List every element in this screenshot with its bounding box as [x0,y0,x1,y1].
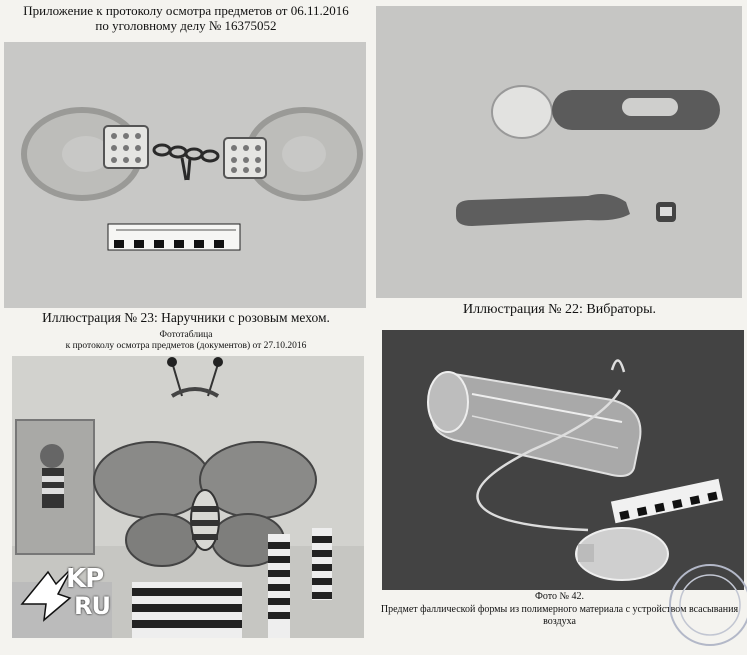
panel-handcuffs [0,0,372,330]
logo-kp-text: KP [66,564,104,594]
panel-vibrators [372,0,747,330]
panel-a-caption: Иллюстрация № 23: Наручники с розовым мехом. [42,310,330,325]
kp-logo [18,562,140,626]
panel-d-caption-description: Предмет фаллической формы из полимерного материала с устройством всасывания воздуха [380,604,739,627]
panel-a-header [0,4,372,34]
panel-a-header-line2: по уголовному делу № 16375052 [95,17,277,33]
official-stamp [665,560,747,650]
photo-vibrators [376,6,742,298]
panel-b-caption: Иллюстрация № 22: Вибраторы. [462,302,657,317]
panel-c-header-line1: Фототаблица [159,330,213,340]
photo-handcuffs [4,42,366,308]
logo-ru-text: RU [74,592,110,620]
panel-c-header-line2: к протоколу осмотра предметов (документов) от 27.10.2016 [65,340,307,351]
panel-c-header [0,330,372,352]
panel-d-caption-number: Фото № 42. [534,591,585,602]
panel-a-header-line1: Приложение к протоколу осмотра предметов от 06.11.2016 [23,3,349,18]
photo-pump [382,330,744,590]
